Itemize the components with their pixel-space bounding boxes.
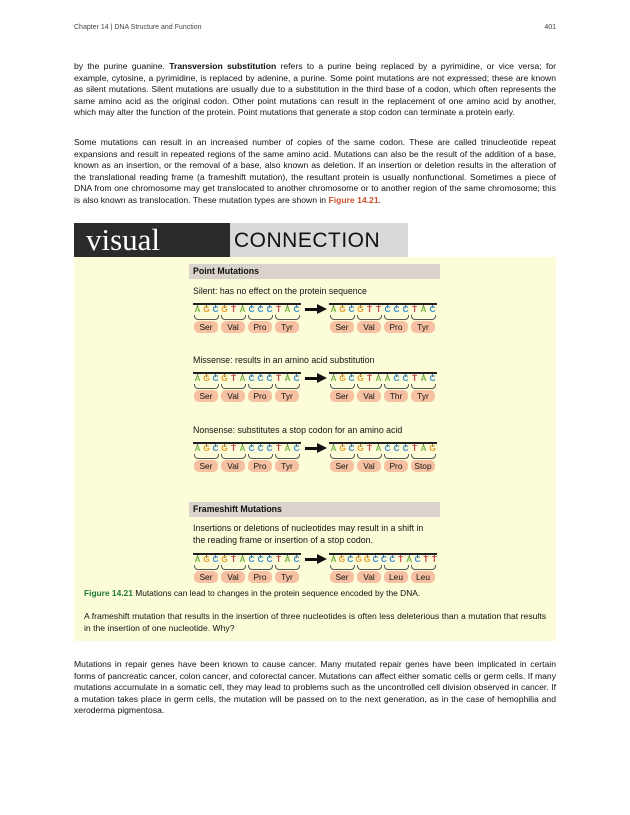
figure-caption-label: Figure 14.21 [84,588,133,598]
nucleotide-A: A [330,554,337,564]
nucleotide-C: C [380,554,387,564]
codon-brace [248,454,273,459]
nucleotide-C: C [429,304,436,314]
frameshift-mutations-heading: Frameshift Mutations [189,502,440,517]
nucleotide-G: G [357,373,364,383]
nonsense-label: Nonsense: substitutes a stop codon for an amino acid [193,425,403,435]
nucleotide-G: G [203,304,210,314]
codon-brace [248,315,273,320]
codon-brace [221,565,246,570]
nucleotide-A: A [194,373,201,383]
amino-acid-label: Ser [194,390,218,402]
nucleotide-T: T [275,443,282,453]
para1-post: refers to a purine being replaced by a pyrimidine, or vice versa; for example, cytosine, a pyrimidine, is replaced by adenine, a purine. Some point mutations are not expressed; these are known as silent mutations. Silent mutations are usually due to a substitution in the third base of a codon, which often represents the same amino acid as the original codon. Other point mutations can result in the replacement of one amino acid by another, which may alter the function of the protein. Point mutations that generate a stop codon can terminate a protein early. [74,61,556,118]
amino-acid-label: Ser [330,460,354,472]
nucleotide-G: G [221,554,228,564]
nucleotide-C: C [293,304,300,314]
silent-label: Silent: has no effect on the protein sequence [193,286,367,296]
nucleotide-C: C [389,554,396,564]
nucleotide-G: G [339,304,346,314]
nucleotide-C: C [266,554,273,564]
amino-acid-label: Tyr [275,321,299,333]
nucleotide-C: C [348,443,355,453]
amino-acid-label: Tyr [275,571,299,583]
codon-brace [194,384,219,389]
nucleotide-C: C [429,373,436,383]
banner-connection-word [230,223,408,257]
nucleotide-T: T [398,554,404,564]
figure-caption [84,588,420,598]
codon-brace [248,384,273,389]
amino-acid-label: Pro [384,321,408,333]
nucleotide-G: G [357,304,364,314]
nucleotide-G: G [203,443,210,453]
amino-acid-label: Val [221,571,245,583]
nucleotide-T: T [366,304,373,314]
term-transversion-substitution: Transversion substitution [169,61,277,71]
codon-brace [330,565,355,570]
codon-brace [357,315,382,320]
mutation-row-missense [189,369,451,409]
nucleotide-A: A [284,554,291,564]
codon-brace [384,565,409,570]
original-dna-strand [193,550,303,582]
nucleotide-C: C [257,304,264,314]
page-number: 401 [544,24,556,31]
nucleotide-C: C [402,304,409,314]
nucleotide-A: A [375,373,382,383]
nucleotide-C: C [393,373,400,383]
paragraph-mutation-types [74,137,556,207]
nucleotide-G: G [221,443,228,453]
nucleotide-C: C [212,443,219,453]
amino-acid-label: Val [357,571,381,583]
amino-acid-label: Ser [330,571,354,583]
nucleotide-C: C [347,554,354,564]
mutated-dna-strand [329,300,439,332]
nucleotide-T: T [375,304,382,314]
codon-brace [411,454,436,459]
nucleotide-C: C [348,304,355,314]
nucleotide-T: T [230,554,237,564]
codon-brace [194,454,219,459]
amino-acid-label: Val [357,460,381,472]
nucleotide-A: A [375,443,382,453]
nucleotide-C: C [393,304,400,314]
nucleotide-T: T [275,373,282,383]
mutation-row-silent [189,300,451,340]
codon-brace [221,315,246,320]
nucleotide-T: T [431,554,437,564]
amino-acid-label: Val [221,390,245,402]
nucleotide-C: C [266,304,273,314]
mutated-dna-strand [329,439,439,471]
mutation-row-nonsense [189,439,451,479]
amino-acid-label: Ser [194,321,218,333]
amino-acid-label: Val [221,460,245,472]
codon-brace [357,565,382,570]
nucleotide-C: C [212,373,219,383]
nucleotide-G: G [357,443,364,453]
nucleotide-C: C [212,554,219,564]
visual-connection-banner [74,223,408,257]
amino-acid-label: Ser [330,321,354,333]
nucleotide-G: G [203,373,210,383]
amino-acid-label: Ser [330,390,354,402]
nucleotide-C: C [402,373,409,383]
nucleotide-C: C [266,373,273,383]
frameshift-description: Insertions or deletions of nucleotides may result in a shift in the reading frame or insertion of a stop codon. [193,523,424,545]
codon-brace [275,565,300,570]
amino-acid-label: Tyr [411,390,435,402]
nucleotide-G: G [221,304,228,314]
codon-brace [330,315,355,320]
nucleotide-T: T [411,443,418,453]
original-dna-strand [193,369,303,401]
banner-connection-text: CONNECTION [234,229,381,252]
nucleotide-G: G [363,554,371,564]
codon-brace [275,384,300,389]
nucleotide-C: C [384,443,391,453]
nucleotide-A: A [194,443,201,453]
original-dna-strand [193,439,303,471]
running-header-chapter: Chapter 14 | DNA Structure and Function [74,24,202,31]
nucleotide-C: C [266,443,273,453]
amino-acid-label: Ser [194,571,218,583]
nucleotide-C: C [414,554,421,564]
amino-acid-label: Ser [194,460,218,472]
codon-brace [221,454,246,459]
nucleotide-C: C [248,304,255,314]
nucleotide-C: C [293,443,300,453]
para2-end: . [378,194,381,205]
mutated-dna-strand [329,550,439,582]
para2-text: Some mutations can result in an increased number of copies of the same codon. These are called trinucleotide repeat expansions and result in repeated regions of the same amino acid. Mutations can also be the result of the addition of a base, known as an insertion, or the removal of a base, also known as deletion. If an insertion or deletion results in the alteration of the translational reading frame (a frameshift mutation), the resultant protein is usually nonfunctional. Sometimes a piece of DNA from one chromosome may get translocated to another chromosome or to another region of the same chromosome; this is also known as translocation. These mutation types are shown in [74,137,556,205]
nucleotide-A: A [194,554,201,564]
nucleotide-C: C [348,373,355,383]
codon-brace [357,454,382,459]
nucleotide-T: T [230,443,237,453]
nucleotide-T: T [411,304,418,314]
nucleotide-T: T [275,304,282,314]
amino-acid-label: Tyr [275,460,299,472]
nucleotide-C: C [384,304,391,314]
nucleotide-G: G [338,554,346,564]
nucleotide-C: C [293,373,300,383]
mutation-row-frameshift [189,550,451,590]
figure-question: A frameshift mutation that results in the insertion of three nucleotides is often less deleterious than a mutation that results in the insertion of one nucleotide. Why? [84,611,546,633]
nucleotide-T: T [423,554,429,564]
mutated-dna-strand [329,369,439,401]
nucleotide-C: C [248,373,255,383]
amino-acid-label: Tyr [275,390,299,402]
nucleotide-T: T [366,443,373,453]
nucleotide-C: C [212,304,219,314]
nucleotide-G: G [339,443,346,453]
codon-brace [275,315,300,320]
nucleotide-A: A [420,304,427,314]
nucleotide-T: T [366,373,373,383]
codon-brace [384,454,409,459]
right-arrow-icon [305,556,327,562]
amino-acid-label: Pro [384,460,408,472]
nucleotide-G: G [339,373,346,383]
nucleotide-A: A [194,304,201,314]
codon-brace [330,384,355,389]
figure-caption-text: Mutations can lead to changes in the protein sequence encoded by the DNA. [132,588,421,598]
nucleotide-C: C [257,373,264,383]
codon-brace [357,384,382,389]
nucleotide-C: C [248,443,255,453]
right-arrow-icon [305,375,327,381]
nucleotide-G: G [429,443,436,453]
nucleotide-T: T [230,304,237,314]
nucleotide-C: C [248,554,255,564]
codon-brace [411,315,436,320]
nucleotide-A: A [420,443,427,453]
codon-brace [194,565,219,570]
nucleotide-C: C [372,554,379,564]
paragraph-transversion [74,61,556,119]
nucleotide-G: G [221,373,228,383]
nucleotide-T: T [230,373,237,383]
codon-brace [275,454,300,459]
nucleotide-A: A [330,373,337,383]
amino-acid-label: Thr [384,390,408,402]
figure-14-21-link[interactable]: Figure 14.21 [328,194,379,205]
amino-acid-label: Leu [411,571,435,583]
nucleotide-A: A [420,373,427,383]
amino-acid-label: Val [221,321,245,333]
amino-acid-label: Val [357,321,381,333]
amino-acid-label: Tyr [411,321,435,333]
right-arrow-icon [305,306,327,312]
para1-pre: by the purine guanine. [74,61,170,71]
paragraph-repair-genes: Mutations in repair genes have been known to cause cancer. Many mutated repair genes have been implicated in certain forms of pancreatic cancer, colon cancer, and colorectal cancer. Mutations can affect either somatic cells or germ cells. If many mutations accumulate in a somatic cell, they may lead to problems such as the uncontrolled cell division observed in cancer. If a mutation takes place in germ cells, the mutation will be passed on to the next generation, as in the case of hemophilia and xeroderma pigmentosa. [74,659,556,716]
nucleotide-A: A [284,304,291,314]
nucleotide-C: C [393,443,400,453]
nucleotide-T: T [411,373,418,383]
codon-brace [411,384,436,389]
codon-brace [330,454,355,459]
nucleotide-C: C [257,443,264,453]
nucleotide-A: A [239,554,246,564]
right-arrow-icon [305,445,327,451]
codon-brace [384,384,409,389]
codon-brace [221,384,246,389]
banner-visual-word: visual [86,222,161,257]
nucleotide-G: G [355,554,362,564]
codon-brace [411,565,436,570]
amino-acid-label: Val [357,390,381,402]
nucleotide-A: A [284,373,291,383]
codon-brace [248,565,273,570]
amino-acid-label: Pro [248,390,272,402]
point-mutations-heading: Point Mutations [189,264,440,279]
nucleotide-A: A [384,373,391,383]
nucleotide-A: A [284,443,291,453]
amino-acid-label: Pro [248,321,272,333]
codon-brace [384,315,409,320]
nucleotide-A: A [330,304,337,314]
nucleotide-G: G [203,554,210,564]
nucleotide-A: A [330,443,337,453]
nucleotide-C: C [293,554,300,564]
nucleotide-A: A [239,443,246,453]
codon-brace [194,315,219,320]
nucleotide-C: C [257,554,264,564]
missense-label: Missense: results in an amino acid substitution [193,355,375,365]
nucleotide-A: A [239,373,246,383]
nucleotide-T: T [275,554,282,564]
amino-acid-label: Pro [248,460,272,472]
amino-acid-label: Leu [384,571,408,583]
original-dna-strand [193,300,303,332]
amino-acid-label: Pro [248,571,272,583]
amino-acid-label: Stop [411,460,435,472]
nucleotide-C: C [402,443,409,453]
nucleotide-A: A [239,304,246,314]
nucleotide-A: A [406,554,413,564]
